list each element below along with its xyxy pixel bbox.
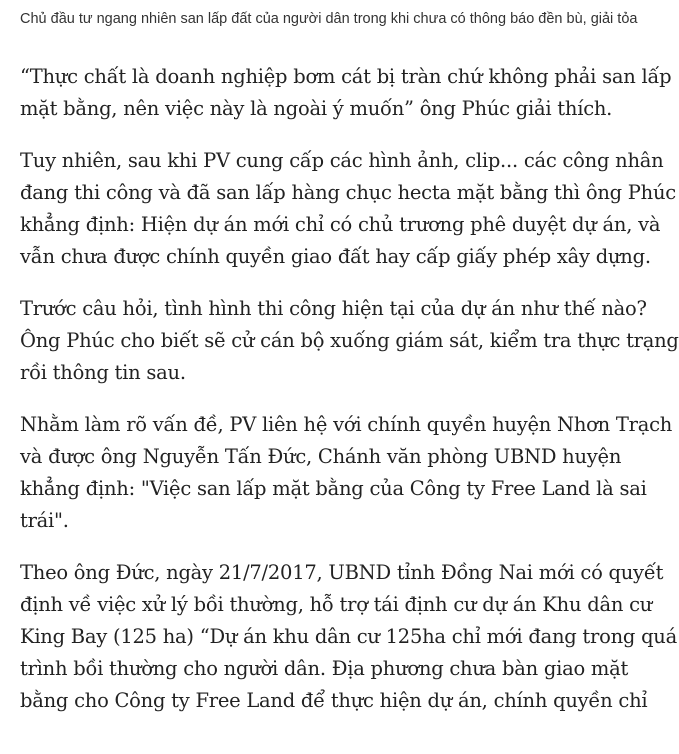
paragraph-1 xyxy=(20,61,670,125)
text-line: trái". xyxy=(20,509,69,532)
text-line: vẫn chưa được chính quyền giao đất hay cấp giấy phép xây dựng. xyxy=(20,245,651,268)
text-line: mặt bằng, nên việc này là ngoài ý muốn” ông Phúc giải thích. xyxy=(20,97,613,120)
paragraph-2 xyxy=(20,145,676,273)
text-line: “Thực chất là doanh nghiệp bơm cát bị tràn chứ không phải san lấp xyxy=(20,65,672,88)
text-line: khẳng định: Hiện dự án mới chỉ có chủ trương phê duyệt dự án, và xyxy=(20,213,661,236)
text-line: trình bồi thường cho người dân. Địa phương chưa bàn giao mặt xyxy=(20,657,629,680)
paragraph-4 xyxy=(20,409,673,537)
text-line: Trước câu hỏi, tình hình thi công hiện tại của dự án như thế nào? xyxy=(20,297,647,320)
text-line: khẳng định: "Việc san lấp mặt bằng của Công ty Free Land là sai xyxy=(20,477,647,500)
text-line: Ông Phúc cho biết sẽ cử cán bộ xuống giám sát, kiểm tra thực trạng xyxy=(20,329,679,352)
text-line: Tuy nhiên, sau khi PV cung cấp các hình ảnh, clip... các công nhân xyxy=(20,149,664,172)
text-line: đang thi công và đã san lấp hàng chục hecta mặt bằng thì ông Phúc xyxy=(20,181,676,204)
text-line: Nhằm làm rõ vấn đề, PV liên hệ với chính quyền huyện Nhơn Trạch xyxy=(20,413,673,436)
text-line: định về việc xử lý bồi thường, hỗ trợ tái định cư dự án Khu dân cư xyxy=(20,593,653,616)
image-caption: Chủ đầu tư ngang nhiên san lấp đất của người dân trong khi chưa có thông báo đền bù, giải tỏa xyxy=(20,11,638,27)
article-body xyxy=(20,0,679,717)
text-line: và được ông Nguyễn Tấn Đức, Chánh văn phòng UBND huyện xyxy=(20,445,622,468)
text-line: bằng cho Công ty Free Land để thực hiện dự án, chính quyền chỉ xyxy=(20,689,648,712)
text-line: King Bay (125 ha) “Dự án khu dân cư 125ha chỉ mới đang trong quá xyxy=(20,625,677,648)
paragraph-3 xyxy=(20,293,679,389)
text-line: Theo ông Đức, ngày 21/7/2017, UBND tỉnh Đồng Nai mới có quyết xyxy=(20,561,664,584)
paragraph-5 xyxy=(20,557,677,717)
text-line: rồi thông tin sau. xyxy=(20,361,186,384)
